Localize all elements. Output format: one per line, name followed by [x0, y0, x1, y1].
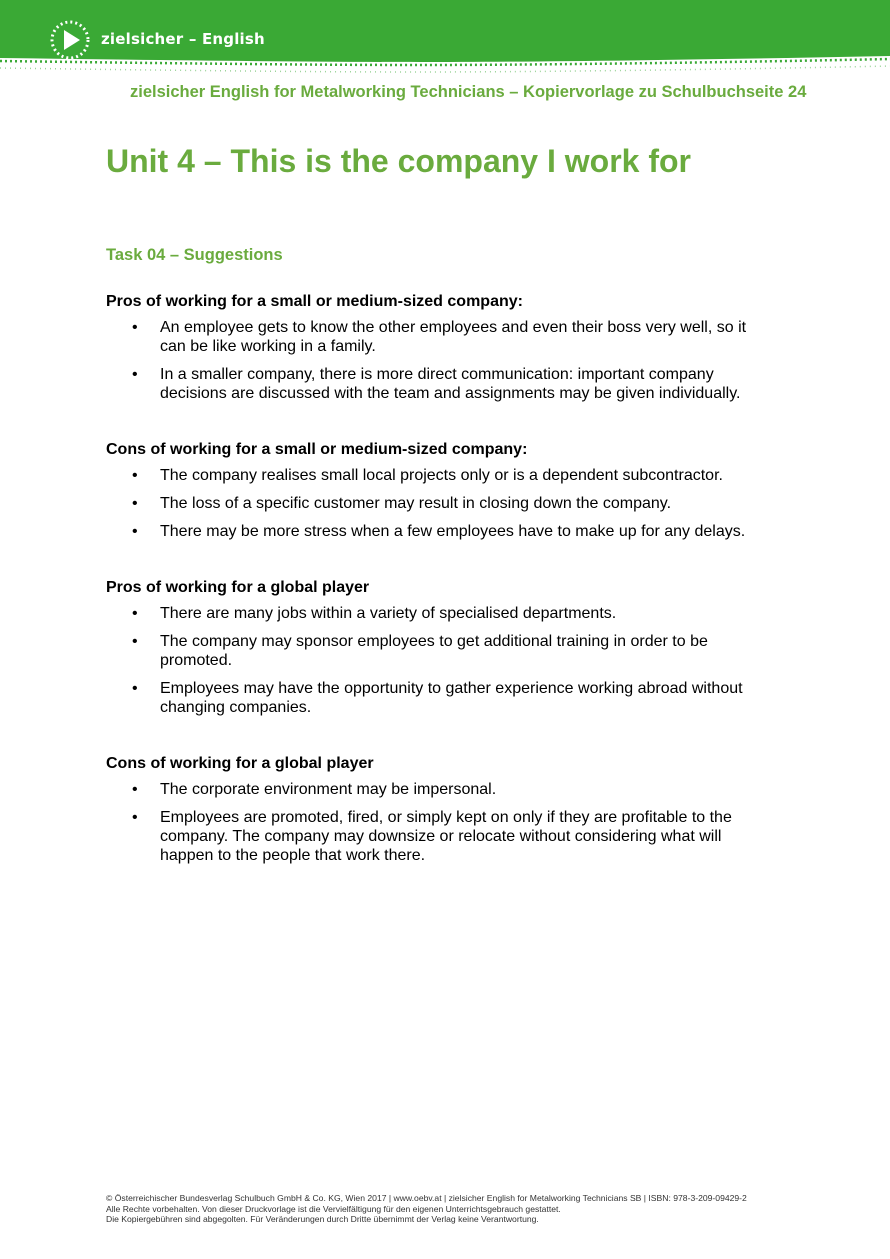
list-item-text: The corporate environment may be impersonal.	[160, 781, 497, 798]
brand-name: zielsicher – English	[101, 30, 265, 48]
list-item-text: There are many jobs within a variety of specialised departments.	[160, 605, 617, 622]
task-heading: Task 04 – Suggestions	[106, 246, 283, 264]
footer-line: © Österreichischer Bundesverlag Schulbuch GmbH & Co. KG, Wien 2017 | www.oebv.at | zielsicher English for Metalworking Technicians SB | ISBN: 978-3-209-09429-2	[106, 1193, 747, 1203]
list-item-text: The loss of a specific customer may result in closing down the company.	[160, 495, 672, 512]
section-heading: Pros of working for a global player	[106, 579, 370, 596]
list-item-text: Employees are promoted, fired, or simply kept on only if they are profitable to the company. The company may downsize or relocate without considering what will happen to the people that work there.	[160, 809, 732, 864]
list-item-text: The company realises small local projects only or is a dependent subcontractor.	[160, 467, 723, 484]
footer-line: Alle Rechte vorbehalten. Von dieser Druckvorlage ist die Vervielfältigung für den eigenen Unterrichtsgebrauch gestattet.	[106, 1203, 561, 1214]
bullet-icon: •	[132, 680, 138, 697]
bullet-list	[106, 466, 776, 541]
section-cons-small	[106, 440, 776, 541]
list-item-text: An employee gets to know the other employees and even their boss very well, so it can be like working in a family.	[160, 319, 747, 355]
list-item	[106, 494, 776, 513]
list-item-text: In a smaller company, there is more direct communication: important company decisions are discussed with the team and assignments may be given individually.	[160, 366, 741, 402]
bullet-icon: •	[132, 495, 138, 512]
list-item-text: The company may sponsor employees to get additional training in order to be promoted.	[160, 633, 708, 669]
list-item	[106, 632, 776, 670]
list-item	[106, 365, 776, 403]
list-item-text: There may be more stress when a few employees have to make up for any delays.	[160, 523, 746, 540]
bullet-icon: •	[132, 319, 138, 336]
bullet-icon: •	[132, 366, 138, 383]
list-item	[106, 318, 776, 356]
section-heading: Cons of working for a global player	[106, 755, 374, 772]
bullet-list	[106, 780, 776, 865]
section-heading: Pros of working for a small or medium-sized company:	[106, 293, 523, 310]
list-item	[106, 466, 776, 485]
page-title: Unit 4 – This is the company I work for	[106, 143, 691, 179]
footer-copyright	[106, 1193, 826, 1225]
bullet-icon: •	[132, 523, 138, 540]
bullet-icon: •	[132, 633, 138, 650]
list-item-text: Employees may have the opportunity to gather experience working abroad without changing companies.	[160, 680, 743, 716]
content-area	[106, 292, 776, 902]
section-cons-global	[106, 754, 776, 865]
footer-line: Die Kopiergebühren sind abgegolten. Für Veränderungen durch Dritte übernimmt der Verlag keine Verantwortung.	[106, 1214, 539, 1224]
section-heading: Cons of working for a small or medium-sized company:	[106, 441, 528, 458]
section-pros-small	[106, 292, 776, 403]
bullet-icon: •	[132, 781, 138, 798]
list-item	[106, 808, 776, 865]
page-subtitle: zielsicher English for Metalworking Technicians – Kopiervorlage zu Schulbuchseite 24	[130, 83, 807, 101]
list-item	[106, 780, 776, 799]
section-pros-global	[106, 578, 776, 717]
bullet-icon: •	[132, 809, 138, 826]
header-banner	[0, 0, 890, 80]
list-item	[106, 679, 776, 717]
list-item	[106, 522, 776, 541]
list-item	[106, 604, 776, 623]
bullet-list	[106, 604, 776, 717]
bullet-list	[106, 318, 776, 403]
bullet-icon: •	[132, 467, 138, 484]
bullet-icon: •	[132, 605, 138, 622]
